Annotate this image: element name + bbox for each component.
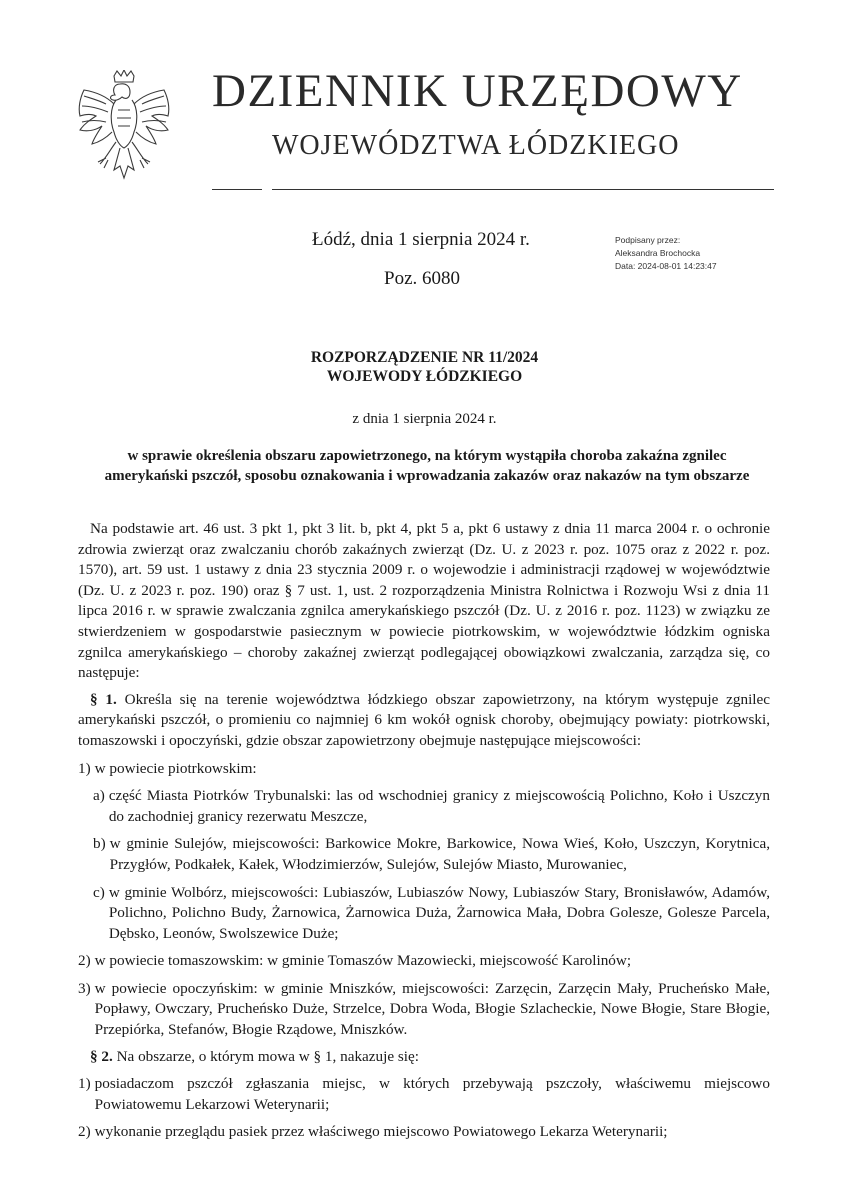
masthead-rule-short xyxy=(212,189,262,190)
signature-date: Data: 2024-08-01 14:23:47 xyxy=(615,261,717,271)
act-date: z dnia 1 sierpnia 2024 r. xyxy=(352,411,497,427)
list-item xyxy=(78,759,770,780)
journal-subtitle: WOJEWÓDZTWA ŁÓDZKIEGO xyxy=(272,130,680,161)
list-item-text: w gminie Sulejów, miejscowości: Barkowice Mokre, Barkowice, Nowa Wieś, Koło, Uszczyn, Korytnica, Przygłów, Podkałek, Kałek, Włodzimierzów, Sulejów, Sulejów Miasto, Murowaniec, xyxy=(109,835,770,873)
list-item xyxy=(78,1122,770,1143)
place-and-date: Łódź, dnia 1 sierpnia 2024 r. xyxy=(312,229,530,250)
position-number: Poz. 6080 xyxy=(384,268,460,289)
journal-title: DZIENNIK URZĘDOWY xyxy=(212,65,743,117)
act-title-line-1: ROZPORZĄDZENIE NR 11/2024 xyxy=(310,349,539,366)
list-marker: 2) xyxy=(78,952,91,970)
list-marker: c) xyxy=(93,883,105,901)
list-item xyxy=(78,786,770,827)
list-item-text: posiadaczom pszczół zgłaszania miejsc, w których przebywają pszczoły, właściwemu miejscowo Powiatowemu Lekarzowi Weterynarii; xyxy=(94,1075,770,1113)
section-1 xyxy=(78,690,770,752)
signature-name: Aleksandra Brochocka xyxy=(615,248,701,258)
act-title xyxy=(0,348,849,386)
list-item xyxy=(78,979,770,1041)
list-marker: 3) xyxy=(78,979,91,997)
list-item-text: część Miasta Piotrków Trybunalski: las od wschodniej granicy z miejscowością Polichno, Koło i Uszczyn do zachodniej granicy rezerwatu Meszcze, xyxy=(108,787,770,825)
list-marker: 1) xyxy=(78,759,91,777)
list-item-text: w powiecie opoczyńskim: w gminie Mniszków, miejscowości: Zarzęcin, Zarzęcin Mały, Prucheńsko Małe, Popławy, Owczary, Prucheńsko Duże, Strzelce, Dobra Woda, Błogie Szlacheckie, Nowe Błogie, Stare Błogie, Przepiórka, Stefanów, Błogie Rządowe, Mniszków. xyxy=(94,979,770,1039)
section-1-text: Określa się na terenie województwa łódzkiego obszar zapowietrzony, na którym występuje zgnilec amerykański pszczół, o promieniu co najmniej 6 km wokół ognisk choroby, obejmujący powiaty: piotrkowski, tomaszowski i opoczyński, gdzie obszar zapowietrzony obejmuje następujące miejscowości: xyxy=(78,690,771,749)
section-2-text: Na obszarze, o którym mowa w § 1, nakazuje się: xyxy=(116,1047,419,1065)
eagle-emblem-icon xyxy=(70,70,178,192)
section-2 xyxy=(78,1047,770,1068)
digital-signature xyxy=(615,234,815,273)
list-marker: a) xyxy=(93,787,105,805)
list-item-text: wykonanie przeglądu pasiek przez właściwego miejscowo Powiatowego Lekarza Weterynarii; xyxy=(94,1123,668,1141)
legal-basis-paragraph: Na podstawie art. 46 ust. 3 pkt 1, pkt 3 lit. b, pkt 4, pkt 5 a, pkt 6 ustawy z dnia 11 marca 2004 r. o ochronie zdrowia zwierząt oraz zwalczaniu chorób zakaźnych zwierząt (Dz. U. z 2023 r. poz. 1075 oraz z 2022 r. poz. 1570), art. 59 ust. 1 ustawy z dnia 23 stycznia 2009 r. o wojewodzie i administracji rządowej w województwie (Dz. U. z 2023 r. poz. 190) oraz § 7 ust. 1, ust. 2 rozporządzenia Ministra Rolnictwa i Rozwoju Wsi z dnia 11 lipca 2016 r. w sprawie zwalczania zgnilca amerykańskiego pszczół (Dz. U. z 2016 r. poz. 1123) w związku ze stwierdzeniem w gospodarstwie pasiecznym w powiecie piotrkowskim, w województwie łódzkim ogniska zgnilca amerykańskiego – choroby zakaźnej zwierząt podlegającej obowiązkowi zwalczania, zarządza się, co następuje: xyxy=(78,520,770,682)
list-item xyxy=(78,951,770,972)
section-2-number: § 2. xyxy=(90,1047,113,1065)
list-item xyxy=(78,883,770,945)
list-marker: 1) xyxy=(78,1075,91,1093)
masthead-rule-long xyxy=(272,189,774,190)
list-item xyxy=(78,1074,770,1115)
list-item-text: w powiecie tomaszowskim: w gminie Tomaszów Mazowiecki, miejscowość Karolinów; xyxy=(94,952,632,970)
list-marker: b) xyxy=(93,835,106,853)
act-title-line-2: WOJEWODY ŁÓDZKIEGO xyxy=(326,368,523,385)
list-item-text: w gminie Wolbórz, miejscowości: Lubiaszów, Lubiaszów Nowy, Lubiaszów Stary, Bronisławów, Adamów, Polichno, Polichno Budy, Żarnowica, Żarnowica Duża, Żarnowica Mała, Dobra Golesze, Golesze Parcela, Dębsko, Leonów, Swolszewice Duże; xyxy=(108,883,770,942)
act-subject: w sprawie określenia obszaru zapowietrzonego, na którym wystąpiła choroba zakaźna zgnilec amerykański pszczół, sposobu oznakowania i wprowadzania zakazów oraz nakazów na tym obszarze xyxy=(104,448,750,484)
document-body xyxy=(78,519,770,1143)
signature-label: Podpisany przez: xyxy=(615,235,681,245)
list-item xyxy=(78,834,770,875)
list-marker: 2) xyxy=(78,1123,91,1141)
list-item-text: w powiecie piotrkowskim: xyxy=(94,759,257,777)
section-1-number: § 1. xyxy=(90,690,117,708)
